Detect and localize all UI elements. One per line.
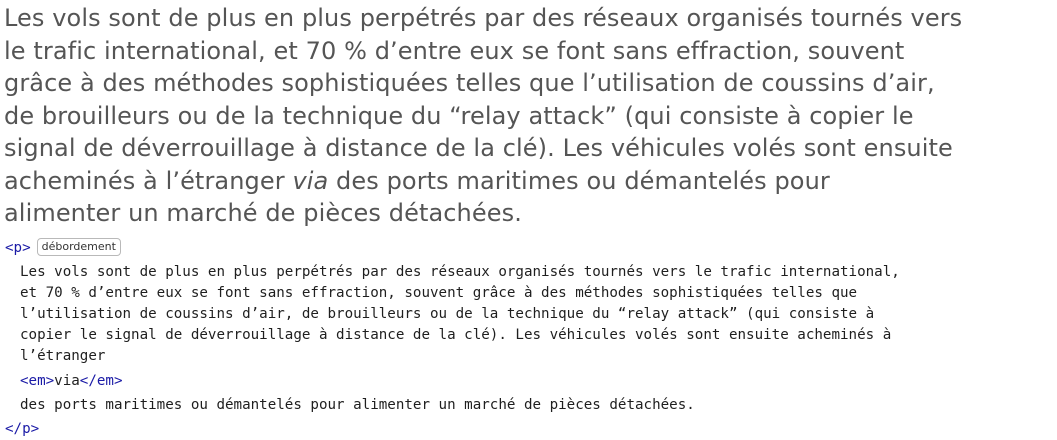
preview-line: grâce à des méthodes sophistiquées telles que l’utilisation de coussins d’air, bbox=[4, 69, 935, 97]
em-text: via bbox=[54, 373, 80, 389]
text-node-line: l’étranger bbox=[20, 348, 106, 364]
preview-line: le trafic international, et 70 % d’entre eux se font sans effraction, souvent bbox=[4, 36, 905, 65]
preview-emphasis: via bbox=[292, 166, 329, 195]
preview-line: alimenter un marché de pièces détachées. bbox=[4, 199, 522, 227]
text-node[interactable] bbox=[20, 395, 1050, 416]
overflow-badge[interactable]: débordement bbox=[37, 238, 121, 256]
p-open-tag-row[interactable] bbox=[5, 238, 121, 259]
p-close-tag-row[interactable] bbox=[5, 419, 39, 440]
preview-line: signal de déverrouillage à distance de la clé). Les véhicules volés sont ensuite bbox=[4, 134, 953, 162]
preview-text: acheminés à l’étranger bbox=[4, 166, 293, 195]
em-close-tag[interactable]: </em> bbox=[79, 373, 123, 389]
p-close-tag[interactable]: </p> bbox=[5, 421, 40, 437]
text-node-line: des ports maritimes ou démantelés pour alimenter un marché de pièces détachées. bbox=[20, 397, 695, 413]
preview-line: de brouilleurs ou de la technique du “relay attack” (qui consiste à copier le bbox=[4, 101, 914, 130]
text-node-line: Les vols sont de plus en plus perpétrés par des réseaux organisés tournés vers le trafic international, bbox=[20, 264, 900, 280]
em-element-row[interactable] bbox=[20, 371, 123, 392]
em-open-tag[interactable]: <em> bbox=[20, 373, 55, 389]
preview-line-with-emphasis bbox=[4, 165, 1054, 198]
text-node-line: l’utilisation de coussins d’air, de brouilleurs ou de la technique du “relay attack” (qui consiste à bbox=[20, 306, 875, 322]
text-node-line: et 70 % d’entre eux se font sans effraction, souvent grâce à des méthodes sophistiquées telles que bbox=[20, 285, 858, 301]
preview-line: Les vols sont de plus en plus perpétrés par des réseaux organisés tournés vers bbox=[4, 4, 963, 32]
preview-text: des ports maritimes ou démantelés pour bbox=[328, 166, 830, 195]
text-node[interactable] bbox=[20, 262, 1050, 367]
p-open-tag[interactable]: <p> bbox=[5, 240, 31, 256]
dom-inspector-panel bbox=[0, 236, 1057, 439]
text-node-line: copier le signal de déverrouillage à distance de la clé). Les véhicules volés sont ensuite acheminés à bbox=[20, 327, 892, 343]
rendered-paragraph bbox=[4, 2, 1054, 230]
